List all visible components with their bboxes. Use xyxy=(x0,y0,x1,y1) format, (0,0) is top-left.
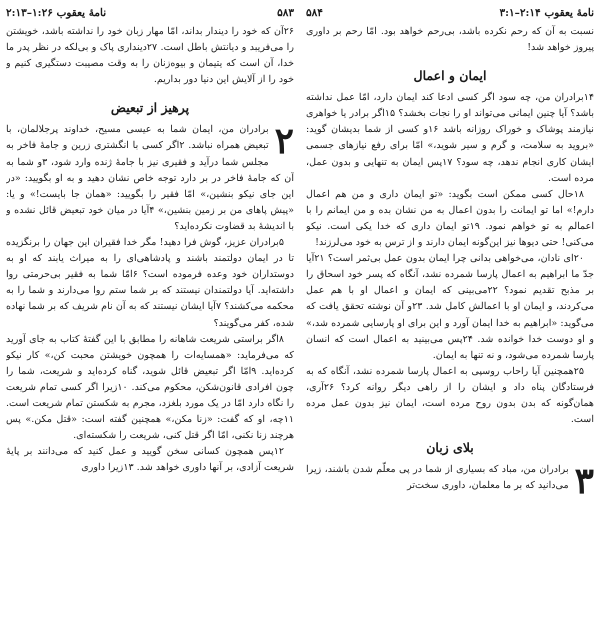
left-page-paragraph: ۲۶آن که خود را دیندار بداند، امّا مهار زبان خود را نداشته باشد، خویشتن را می‌فریبد و دیانتش باطل است. ۲۷دینداری پاک و بی‌لکه در نظر پدر ما خدا، آن است که یتیمان و بیوه‌زنان را به وقت مصیبت دستگیری کنیم و خود را از آلایش این دنیا دور بداریم. xyxy=(6,26,294,86)
right-page xyxy=(306,0,594,626)
section-title-faith-works: ایمان و اعمال xyxy=(413,68,487,84)
faith-works-paragraph: ۲۰ای نادان، می‌خواهی بدانی چرا ایمان بدون عمل بی‌ثمر است؟ ۲۱آیا جدّ ما ابراهیم به اعمال پارسا شمرده نشد، آنگاه که پسر خود اسحاق را بر مذبح تقدیم نمود؟ ۲۲می‌بینی که ایمان و اعمال او با هم عمل می‌کردند، و ایمان او با اعمالش کامل شد. ۲۳و آن نوشته تحقق یافت که می‌گوید: «ابراهیم به خدا ایمان آورد و این برای او پارسایی شمرده شد،» و او دوست خدا خوانده شد. ۲۴پس می‌بینید به اعمال است که انسان پارسا شمرده می‌شود، و نه تنها به ایمان. xyxy=(306,253,594,361)
right-page-body xyxy=(306,24,594,503)
left-page-section-title: پرهیز از تبعیض xyxy=(110,100,190,116)
left-page-number: ۵۸۳ xyxy=(277,7,294,19)
chapter-2-paragraph: ۱۲پس همچون کسانی سخن گویید و عمل کنید که می‌دانند بر پایهٔ شریعت آزادی، بر آنها داوری خواهد شد. ۱۳زیرا داوری xyxy=(6,446,294,474)
chapter-3-number: ۳ xyxy=(574,460,594,503)
chapter-3-paragraph: برادران من، مباد که بسیاری از شما در پی معلّم شدن باشند، زیرا می‌دانید که بر ما معلمان، داوری سخت‌تر xyxy=(306,464,569,492)
right-page-book-ref: نامهٔ یعقوب ۲:۱۴–۳:۱ xyxy=(499,7,594,19)
faith-works-paragraph: ۱۴برادران من، چه سود اگر کسی ادعا کند ایمان دارد، امّا عمل نداشته باشد؟ آیا چنین ایمانی می‌تواند او را نجات بخشد؟ ۱۵اگر برادر یا خواهری نیازمند پوشاک و خوراک روزانه باشد ۱۶و کسی از شما بدیشان گوید: «بروید به سلامت، و گرم و سیر شوید،» امّا برای رفع نیازهای جسمی ایشان کاری انجام ندهد، چه سود؟ ۱۷پس ایمان به تنهایی و بدون عمل، مرده است. xyxy=(306,92,594,184)
chapter-3-block xyxy=(306,460,594,503)
right-page-paragraph: نسبت به آن که رحم نکرده باشد، بی‌رحم خواهد بود. امّا رحم بر داوری پیروز خواهد شد! xyxy=(306,26,594,54)
chapter-2-paragraph: ۵برادران عزیز، گوش فرا دهید! مگر خدا فقیران این جهان را برنگزیده تا در ایمان دولتمند باشند و پادشاهی‌ای را به میراث یابند که او به دوستداران خود وعده فرموده است؟ ۶امّا شما به فقیر بی‌حرمتی روا داشته‌اید. آیا دولتمندان نیستند که بر شما ستم روا می‌دارند و شما را به محکمه می‌کشند؟ ۷آیا ایشان نیستند که به آن نام شریف که بر شما نهاده شده، کفر می‌گویند؟ xyxy=(6,237,294,329)
chapter-2-paragraph: برادران من، ایمان شما به عیسی مسیح، خداوند پرجلالمان، با تبعیض همراه نباشد. ۲اگر کسی با انگشتری زرین و جامهٔ فاخر به مجلس شما درآید و فقیری نیز با جامهٔ ژنده وارد شود، ۳و شما به آن که جامهٔ فاخر در بر دارد توجه خاص نشان دهید و به او بگویید: «در این جای نیکو بنشین،» امّا فقیر را بگویید: «همان جا بایست!» و یا: «پیش پاهای من بر زمین بنشین،» ۴آیا در میان خود تبعیض قائل نشده و با اندیشهٔ بد قضاوت نکرده‌اید؟ xyxy=(6,124,294,232)
chapter-2-block xyxy=(6,122,294,476)
faith-works-paragraph: ۲۵همچنین آیا راحاب روسپی به اعمال پارسا شمرده نشد، آنگاه که به فرستادگان پناه داد و ایشان را از راهی دیگر روانه کرد؟ ۲۶آری، همان‌گونه که بدن بدون روح مرده است، ایمان نیز بدون عمل مرده است. xyxy=(306,365,594,426)
left-page-body xyxy=(6,24,294,476)
chapter-2-number: ۲ xyxy=(274,120,294,163)
left-page-header xyxy=(6,0,294,20)
right-page-header xyxy=(306,0,594,20)
left-page-book-ref: نامهٔ یعقوب ۱:۲۶–۲:۱۳ xyxy=(6,7,107,19)
chapter-2-paragraph: ۸اگر براستی شریعت شاهانه را مطابق با این گفتهٔ کتاب به جای آورید که می‌فرماید: «همسایه‌ات را همچون خویشتن محبت کن،» کار نیکو کرده‌اید. ۹امّا اگر تبعیض قائل شوید، گناه کرده‌اید و شریعت، شما را چون افرادی قانون‌شکن، محکوم می‌کند. ۱۰زیرا اگر کسی تمام شریعت را نگاه دارد امّا در یک مورد بلغزد، مجرم به شکستن تمام شریعت است. ۱۱چه، او که گفت: «زنا مکن،» همچنین گفته است: «قتل مکن.» پس هرچند زنا نکنی، امّا اگر قتل کنی، شریعت را شکسته‌ای. xyxy=(6,333,294,442)
left-page xyxy=(6,0,294,626)
right-page-number: ۵۸۴ xyxy=(306,7,323,19)
faith-works-paragraph: ۱۸حال کسی ممکن است بگوید: «تو ایمان داری و من هم اعمال دارم!» اما تو ایمانت را بدون اعمال به من نشان بده و من ایمانم را با اعمالم به تو خواهم نمود. ۱۹تو ایمان داری که خدا یکی است. نیکو می‌کنی! حتی دیوها نیز این‌گونه ایمان دارند و از ترس به خود می‌لرزند! xyxy=(306,188,594,249)
section-title-tongue: بلای زبان xyxy=(426,440,474,456)
